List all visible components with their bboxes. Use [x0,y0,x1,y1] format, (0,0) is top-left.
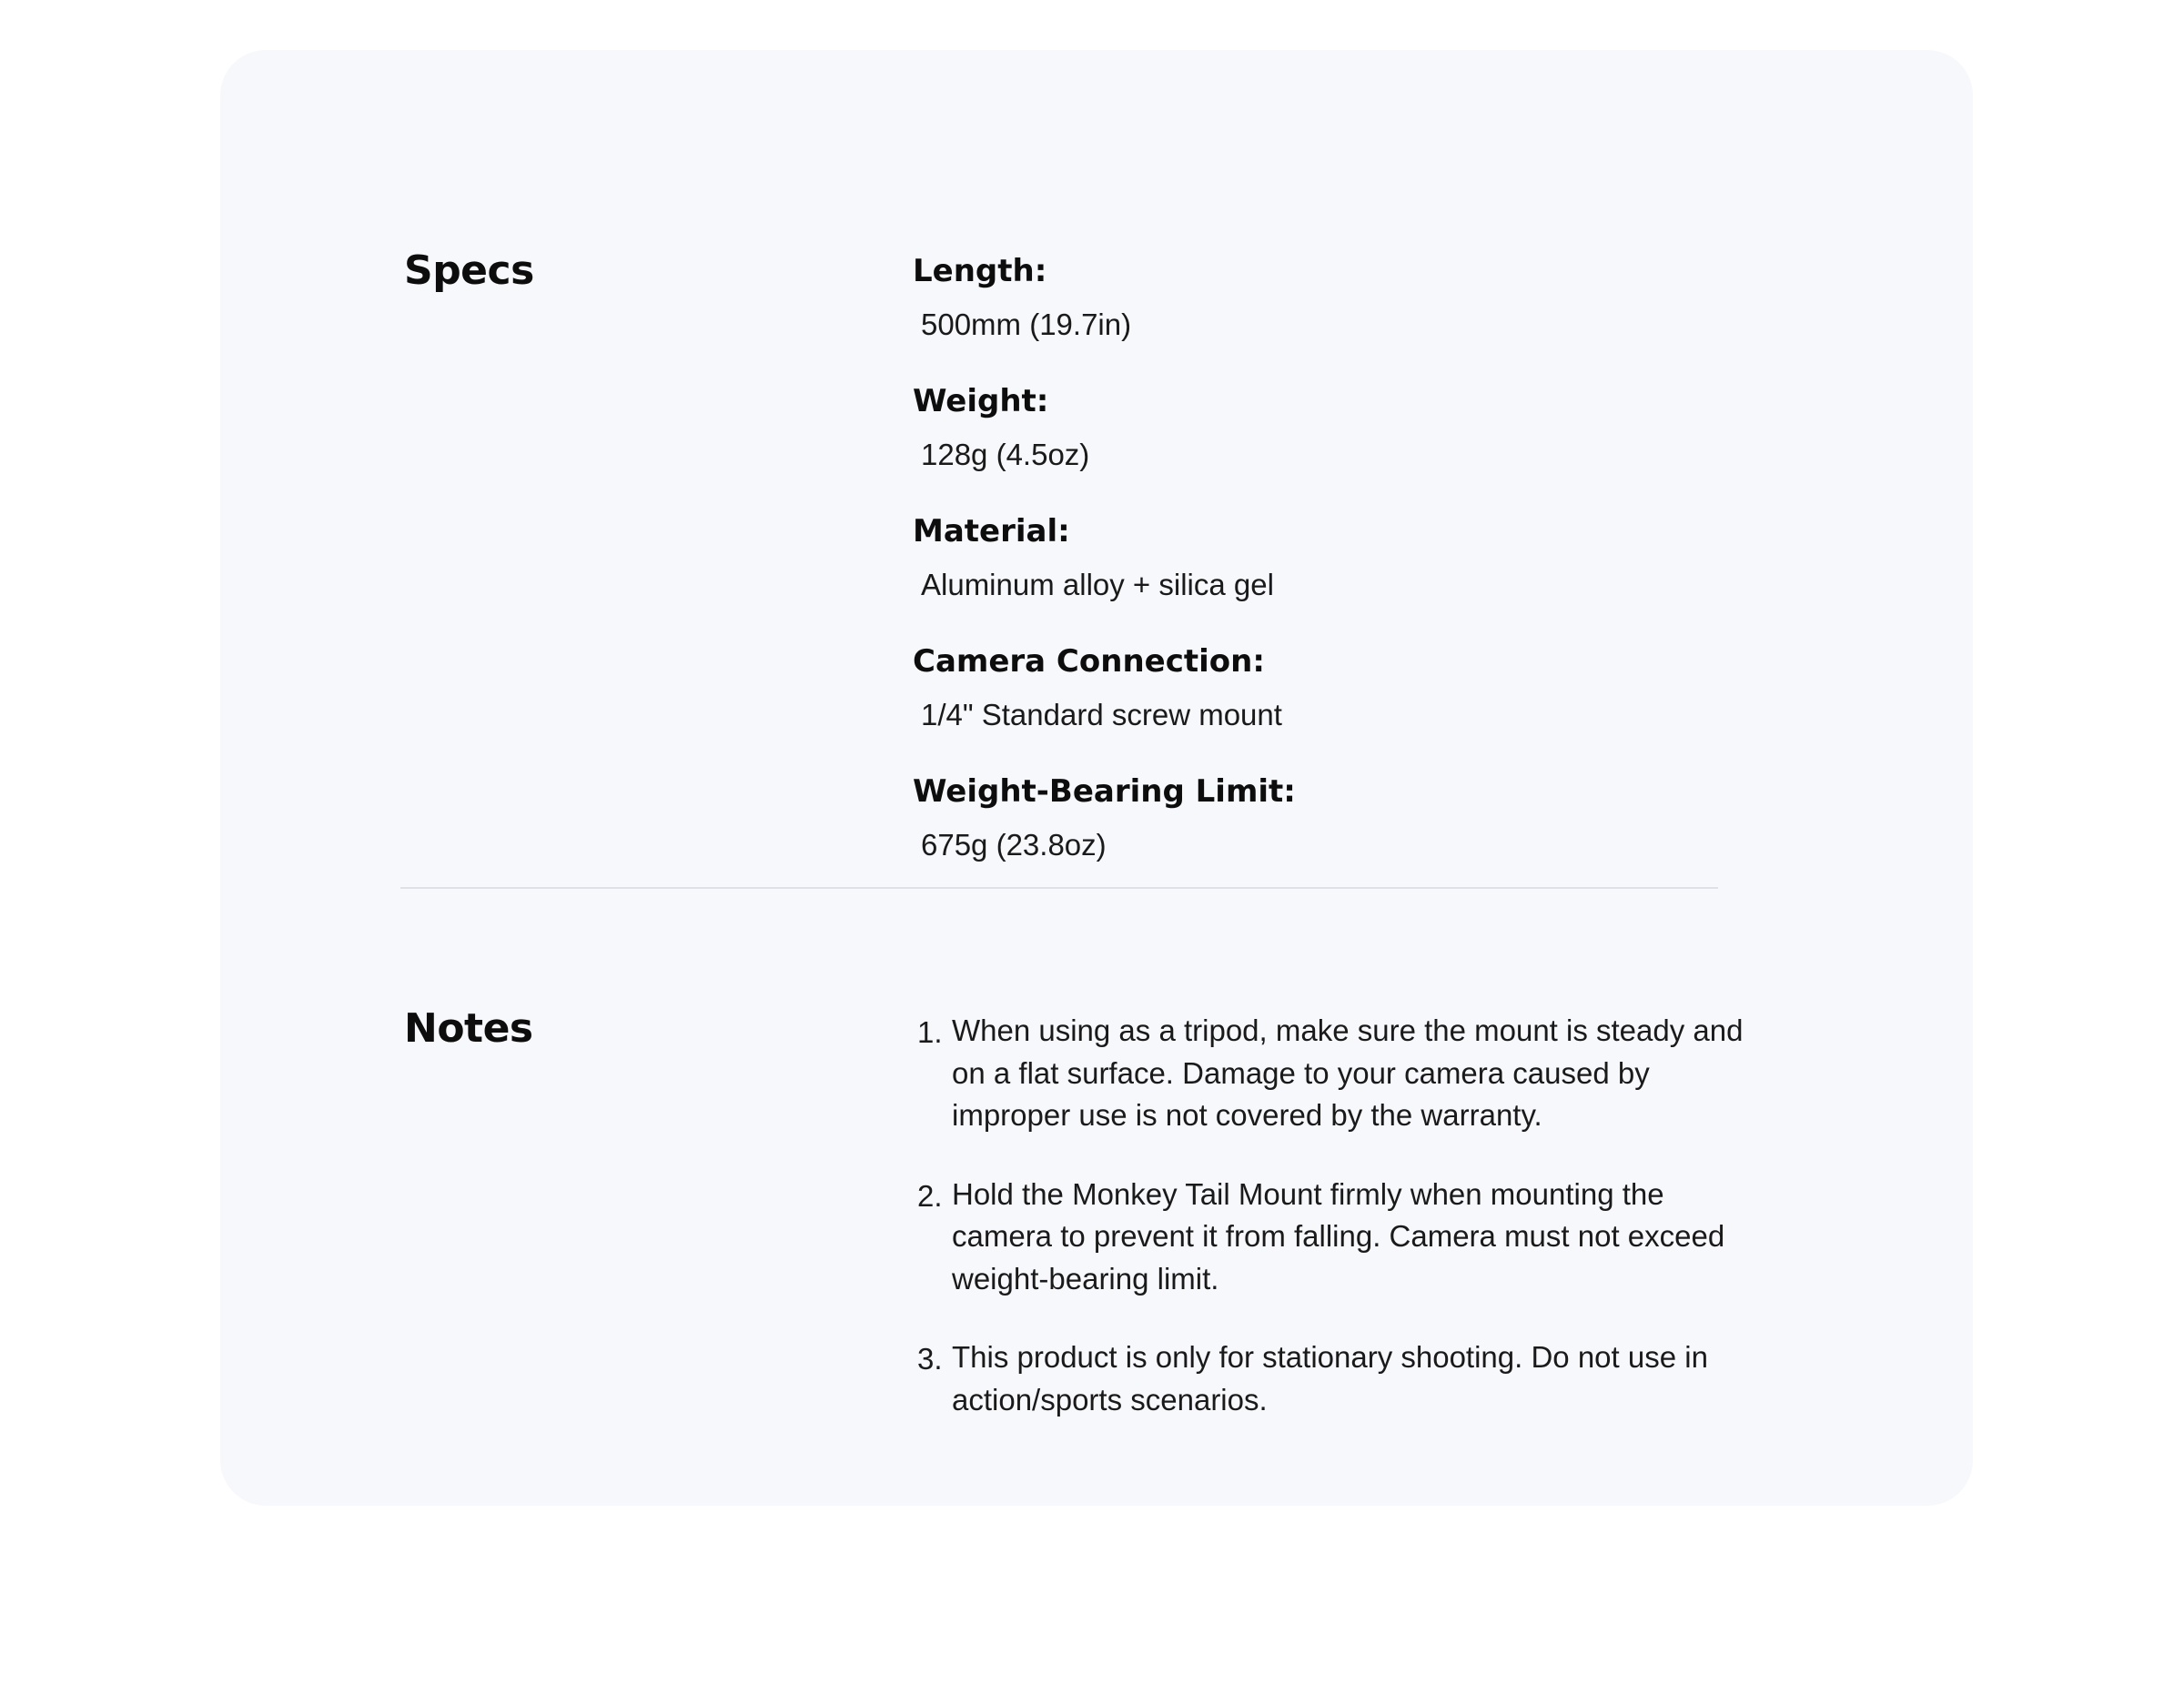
specs-content [912,200,1731,862]
spec-label: Weight: [913,383,1049,419]
spec-label: Material: [913,513,1070,550]
spec-item-weight-bearing-limit [912,721,1731,862]
spec-value: 500mm (19.7in) [921,308,1132,341]
spec-value: 675g (23.8oz) [921,828,1107,862]
specs-heading: Specs [404,247,534,294]
spec-value: 128g (4.5oz) [921,438,1090,471]
note-text: When using as a tripod, make sure the mount is steady and on a flat surface. Damage to your camera caused by improper use is not covered by the warranty. [952,1013,1744,1132]
product-info-card [220,50,1973,1506]
note-item [912,1336,1758,1421]
note-number: 2. [917,1178,943,1213]
spec-label: Camera Connection: [913,643,1265,680]
notes-list [912,1010,1758,1457]
spec-item-weight [912,330,1731,471]
note-item [912,1174,1758,1301]
note-item [912,1010,1758,1137]
spec-item-length [912,200,1731,341]
note-number: 1. [917,1015,943,1049]
section-divider [400,887,1718,889]
note-text: Hold the Monkey Tail Mount firmly when mounting the camera to prevent it from falling. Camera must not exceed weight-bearing limit. [952,1176,1725,1296]
spec-item-material [912,460,1731,601]
note-number: 3. [917,1342,943,1376]
spec-label: Weight-Bearing Limit: [913,773,1296,810]
notes-heading: Notes [404,1005,533,1052]
note-text: This product is only for stationary shooting. Do not use in action/sports scenarios. [952,1340,1708,1417]
spec-label: Length: [913,253,1047,289]
spec-list [912,200,1731,862]
spec-item-camera-connection [912,590,1731,731]
spec-value: Aluminum alloy + silica gel [921,568,1274,601]
spec-value: 1/4" Standard screw mount [921,698,1282,731]
